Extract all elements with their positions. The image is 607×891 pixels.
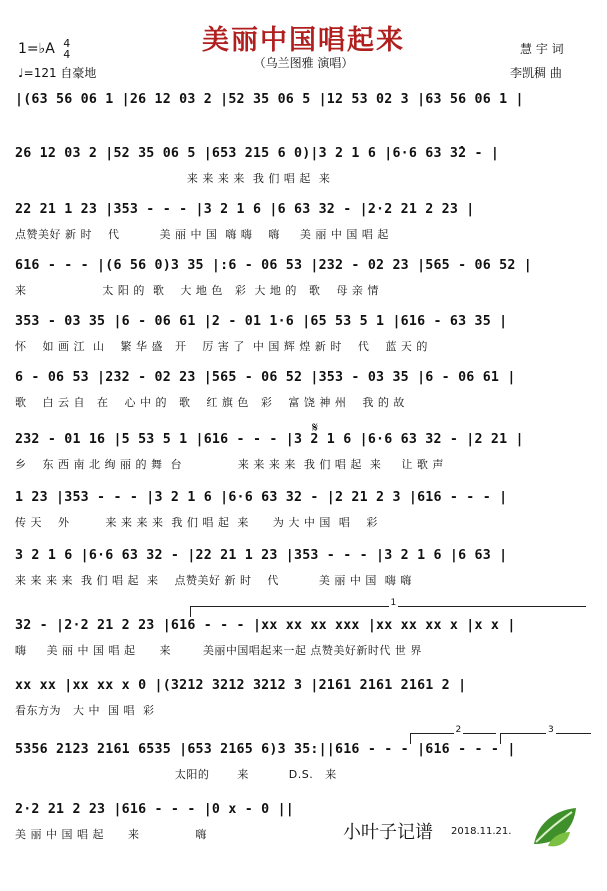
lyric-line: 歌 白 云 自 在 心 中 的 歌 红 旗 色 彩 富 饶 神 州 我 的 故 <box>15 396 405 409</box>
notation-line: |(63 56 06 1 |26 12 03 2 |52 35 06 5 |12 53 02 3 |63 56 06 1 | <box>15 92 524 107</box>
transcription-date: 2018.11.21. <box>451 826 512 837</box>
transcriber-signature: 小叶子记谱 <box>343 822 433 843</box>
notation-line: 5356 2123 2161 6535 |653 2165 6)3 35:||616 - - - |616 - - - | <box>15 742 516 757</box>
leaf-logo-icon <box>528 800 580 852</box>
notation-line: 26 12 03 2 |52 35 06 5 |653 215 6 0)|3 2 1 6 |6·6 63 3̂2 - | <box>15 146 500 161</box>
tempo-marking: ♩=121 自豪地 <box>18 66 97 80</box>
notation-line: 616 - - - |(6 56 0)3 35 |:6 - 06 53 |232 - 02 23 |565 - 06 52 | <box>15 258 532 273</box>
notation-line: 32 - |2·2 21 2 23 |616 - - - |xx xx xx xxx |xx xx xx x |x x | <box>15 618 516 633</box>
notation-line: 3 2 1 6 |6·6 63 32 - |22 21 1 23 |353 - - - |3 2 1 6 |6 63 | <box>15 548 508 563</box>
lyric-line: 看东方为 大 中 国 唱 彩 <box>15 704 155 717</box>
time-signature <box>63 38 70 60</box>
notation-line: 1 23 |353 - - - |3 2 1 6 |6·6 63 32 - |2 21 2 3 |616 - - - | <box>15 490 508 505</box>
notation-line: 6 - 06 53 |232 - 02 23 |565 - 06 52 |353 - 03 35 |6 - 06 61 | <box>15 370 516 385</box>
lyric-line: 来 太 阳 的 歌 大 地 色 彩 大 地 的 歌 母 亲 情 <box>15 284 379 297</box>
composer-credit: 李凯稠 曲 <box>510 66 562 80</box>
volta-bracket-1 <box>190 598 586 617</box>
lyric-line: 来 来 来 来 我 们 唱 起 来 <box>15 172 331 185</box>
lyric-line: 乡 东 西 南 北 绚 丽 的 舞 台 来 来 来 来 我 们 唱 起 来 让 歌 声 <box>15 458 444 471</box>
volta-3-label: 3 <box>548 725 554 735</box>
time-sig-bottom: 4 <box>63 48 71 61</box>
song-title: 美丽中国唱起来 <box>202 25 405 56</box>
volta-1-label: 1 <box>390 598 397 608</box>
time-sig-top: 4 <box>63 37 71 50</box>
key-signature <box>18 38 70 60</box>
volta-bracket-2 <box>410 725 496 744</box>
segno-sign: 𝄋 <box>312 420 319 436</box>
lyric-line: 嗨 美 丽 中 国 唱 起 来 美丽中国唱起来一起 点赞美好新时代 世 界 <box>15 644 422 657</box>
lyric-line: 怀 如 画 江 山 繁 华 盛 开 厉 害 了 中 国 辉 煌 新 时 代 蓝 天 的 <box>15 340 428 353</box>
lyric-line: 传 天 外 来 来 来 来 我 们 唱 起 来 为 大 中 国 唱 彩 <box>15 516 378 529</box>
lyric-line: 美 丽 中 国 唱 起 来 嗨 <box>15 828 207 841</box>
notation-line: 353 - 03 35 |6 - 06 61 |2 - 01 1·6 |65 53 5 1 |616 - 63 35 | <box>15 314 508 329</box>
volta-bracket-3 <box>500 725 591 744</box>
lyricist-credit: 慧 宇 词 <box>520 42 564 56</box>
volta-2-label: 2 <box>455 725 462 735</box>
lyric-line: 太阳的 来 D.S. 来 <box>15 768 337 781</box>
notation-line: 2·2 21 2 23 |616 - - - |0 x - 0 || <box>15 802 294 817</box>
notation-line: 22 21 1 23 |353 - - - |3 2 1 6 |6 63 32 - |2·2 21 2 23 | <box>15 202 475 217</box>
notation-line: 232 - 01 16 |5 53 5 1 |616 - - - |3 2 1 6 |6·6 63 32 - |2 21 | <box>15 432 524 447</box>
performer-subtitle: （乌兰图雅 演唱） <box>253 56 354 70</box>
lyric-line: 点赞美好 新 时 代 美 丽 中 国 嗨 嗨 嗨 美 丽 中 国 唱 起 <box>15 228 389 241</box>
key-text: 1=♭A <box>18 41 55 57</box>
lyric-line: 来 来 来 来 我 们 唱 起 来 点赞美好 新 时 代 美 丽 中 国 嗨 嗨 <box>15 574 412 587</box>
notation-line: xx xx |xx xx x 0 |(3212 3212 3212 3 |2161 2161 2161 2 | <box>15 678 467 693</box>
